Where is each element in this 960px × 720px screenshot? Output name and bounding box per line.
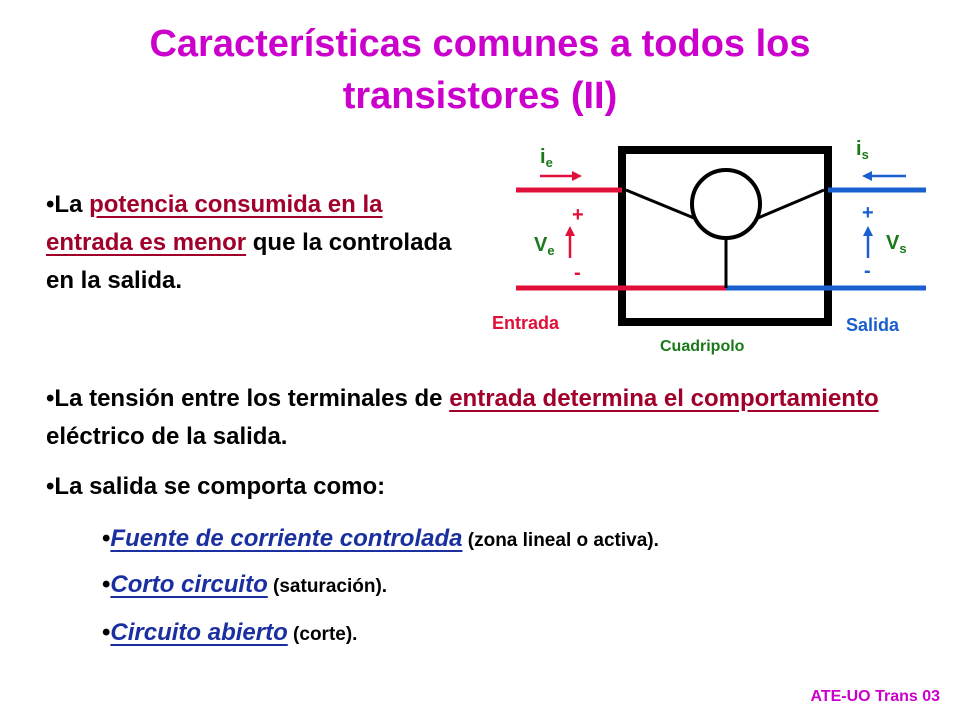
vs-label-main: V xyxy=(886,232,900,254)
entrada-label: Entrada xyxy=(492,313,560,333)
slide-title-line-2: transistores (II) xyxy=(342,75,618,117)
bullet-voltage-post: eléctrico de la salida. xyxy=(46,423,288,450)
ie-label-main: i xyxy=(540,146,546,168)
ve-minus-sign: - xyxy=(574,262,581,284)
is-label-sub: s xyxy=(861,147,869,162)
sub-bullet-marker: • xyxy=(102,619,111,646)
sub-item-open-circuit xyxy=(102,614,922,654)
bullet-power-post: que la controlada en la salida. xyxy=(46,229,452,294)
sub-item-current-source-label: Fuente de corriente controlada xyxy=(110,525,463,552)
cuadripolo-label: Cuadripolo xyxy=(660,338,745,355)
bullet-marker: • xyxy=(46,191,55,218)
vs-plus-sign: + xyxy=(862,202,874,224)
sub-item-open-circuit-label: Circuito abierto xyxy=(110,619,288,646)
ve-label xyxy=(534,234,555,262)
is-label-main: i xyxy=(856,138,862,160)
ie-label xyxy=(540,146,553,174)
bullet-voltage xyxy=(46,380,916,456)
ve-label-sub: e xyxy=(547,243,555,258)
bullet-power xyxy=(46,186,466,300)
bullet-marker: • xyxy=(46,473,55,500)
sub-item-current-source-note: (zona lineal o activa). xyxy=(462,530,659,551)
vs-label-sub: s xyxy=(899,241,907,256)
sub-item-short-circuit-label: Corto circuito xyxy=(110,571,268,598)
bullet-marker: • xyxy=(46,385,55,412)
bullet-output xyxy=(46,468,916,506)
ve-plus-sign: + xyxy=(572,204,584,226)
ve-arrowhead-icon xyxy=(565,226,575,236)
vs-minus-sign: - xyxy=(864,260,871,282)
vs-arrowhead-icon xyxy=(863,226,873,236)
slide-title-line-1: Características comunes a todos los xyxy=(149,23,811,65)
sub-item-open-circuit-note: (corte). xyxy=(287,624,358,645)
sub-item-current-source xyxy=(102,520,922,560)
is-arrowhead-icon xyxy=(862,171,872,181)
sub-item-short-circuit-note: (saturación). xyxy=(267,576,388,597)
bullet-power-pre: La xyxy=(54,191,90,218)
bullet-voltage-pre: La tensión entre los terminales de xyxy=(54,385,450,412)
vs-label xyxy=(886,232,907,260)
slide-footer: ATE-UO Trans 03 xyxy=(810,688,940,705)
output-internal-lead xyxy=(758,190,824,218)
bullet-voltage-highlight: entrada determina el comportamiento xyxy=(449,385,879,412)
sub-bullet-marker: • xyxy=(102,571,111,598)
slide-title xyxy=(60,18,900,122)
sub-item-short-circuit xyxy=(102,566,922,606)
quadripole-diagram xyxy=(478,130,948,370)
ve-label-main: V xyxy=(534,234,548,256)
transistor-circle-symbol xyxy=(692,170,760,238)
ie-label-sub: e xyxy=(545,155,553,170)
is-label xyxy=(856,138,869,166)
input-internal-lead xyxy=(626,190,694,218)
bullet-output-text: La salida se comporta como: xyxy=(54,473,386,500)
ie-arrowhead-icon xyxy=(572,171,582,181)
bullet-power-highlight: potencia consumida en la entrada es menor xyxy=(46,191,383,256)
salida-label: Salida xyxy=(846,315,900,335)
sub-bullet-marker: • xyxy=(102,525,111,552)
